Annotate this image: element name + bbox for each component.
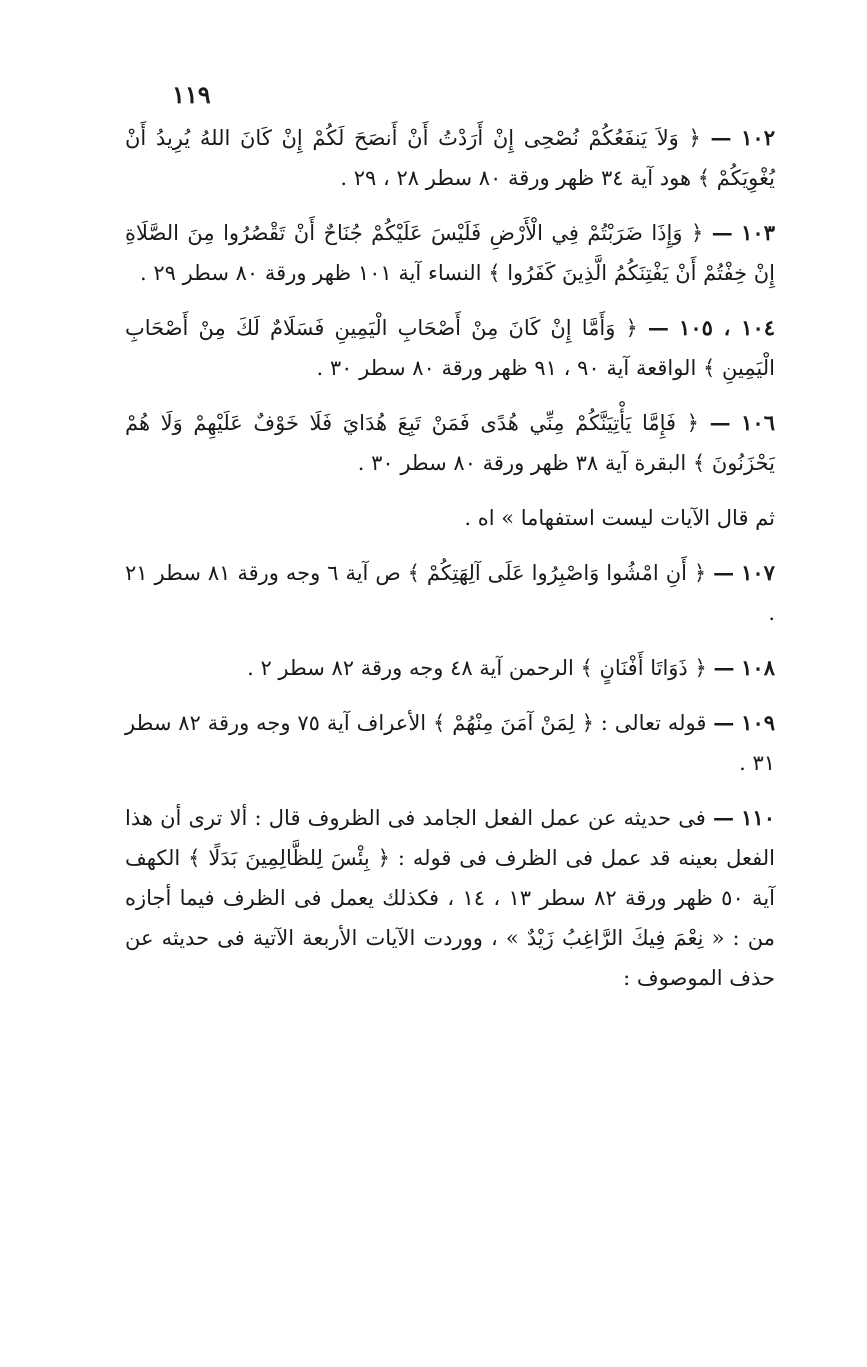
verse-reference: النساء آية ١٠١ ظهر ورقة ٨٠ سطر ٢٩ . xyxy=(139,261,482,285)
verse-reference: هود آية ٣٤ ظهر ورقة ٨٠ سطر ٢٨ ، ٢٩ . xyxy=(340,166,692,190)
entry-number: ١٠٦ xyxy=(741,410,775,435)
verse-reference: الواقعة آية ٩٠ ، ٩١ ظهر ورقة ٨٠ سطر ٣٠ . xyxy=(316,356,697,380)
verse-reference: الرحمن آية ٤٨ وجه ورقة ٨٢ سطر ٢ . xyxy=(247,656,574,680)
page-body xyxy=(125,118,813,1013)
quran-verse: ﴿ فَإِمَّا يَأْتِيَنَّكُمْ مِنِّي هُدًى فَمَنْ تَبِعَ هُدَايَ فَلَا خَوْفٌ عَلَيْهِمْ وَلَا هُمْ يَحْزَنُونَ ﴾ xyxy=(125,411,775,475)
quran-verse: ﴿ لِمَنْ آمَنَ مِنْهُمْ ﴾ xyxy=(433,711,594,735)
entry-text: ، ووردت الآيات الأربعة الآتية فى حديثه عن حذف الموصوف : xyxy=(125,926,775,990)
verse-reference: البقرة آية ٣٨ ظهر ورقة ٨٠ سطر ٣٠ . xyxy=(357,451,687,475)
entry-number: ١٠٢ xyxy=(741,125,775,150)
entry-dash: — xyxy=(713,655,735,680)
quran-verse: ﴿ وَإِذَا ضَرَبْتُمْ فِي الْأَرْضِ فَلَيْسَ عَلَيْكُمْ جُنَاحٌ أَنْ تَقْصُرُوا مِنَ الصَّلَاةِ إِنْ خِفْتُمْ أَنْ يَفْتِنَكُمُ الَّذِينَ كَفَرُوا ﴾ xyxy=(125,221,775,285)
entry-102 xyxy=(125,118,813,198)
entry-number: ١٠٨ xyxy=(741,655,775,680)
entry-text: الكهف آية ٥٠ ظهر ورقة ٨٢ سطر ١٣ ، ١٤ ، فكذلك يعمل فى الظرف فيما أجازه من : xyxy=(125,846,775,950)
entry-dash: — xyxy=(712,805,734,830)
note-line: ثم قال الآيات ليست استفهاما » اه . xyxy=(464,506,775,530)
entry-number: ١١٠ xyxy=(741,805,775,830)
entry-number: ١٠٩ xyxy=(741,710,776,735)
entry-number: ١٠٤ ، ١٠٥ xyxy=(679,315,776,340)
entry-dash: — xyxy=(647,315,669,340)
entry-109 xyxy=(125,703,813,783)
entry-106 xyxy=(125,403,813,483)
entry-108 xyxy=(125,648,813,688)
page-number: ١١٩ xyxy=(172,80,211,109)
entry-text: فى حديثه عن عمل الفعل الجامد فى الظروف قال : ألا ترى أن هذا الفعل بعينه قد عمل فى الظرف فى قوله : xyxy=(125,806,775,870)
entry-104-105 xyxy=(125,308,813,388)
entry-107 xyxy=(125,553,813,633)
entry-dash: — xyxy=(713,710,735,735)
quran-verse: ﴿ وَلاَ يَنفَعُكُمْ نُصْحِى إِنْ أَرَدْتُ أَنْ أَنصَحَ لَكُمْ إِنْ كَانَ اللهُ يُرِيدُ أَنْ يُغْوِيَكُمْ ﴾ xyxy=(125,126,775,190)
quran-verse: ﴿ وَأَمَّا إِنْ كَانَ مِنْ أَصْحَابِ الْيَمِينِ فَسَلَامٌ لَكَ مِنْ أَصْحَابِ الْيَمِينِ ﴾ xyxy=(125,316,775,380)
entry-number: ١٠٣ xyxy=(741,220,775,245)
entry-dash: — xyxy=(713,560,735,585)
quran-verse: ﴿ ذَوَاتَا أَفْنَانٍ ﴾ xyxy=(580,656,707,680)
entry-dash: — xyxy=(709,410,731,435)
entry-dash: — xyxy=(711,220,733,245)
entry-103 xyxy=(125,213,813,293)
verse-reference: الأعراف آية ٧٥ وجه ورقة ٨٢ سطر ٣١ . xyxy=(125,711,775,775)
entry-intro: قوله تعالى : xyxy=(600,711,707,735)
entry-number: ١٠٧ xyxy=(741,560,775,585)
entry-110 xyxy=(125,798,813,998)
quran-verse: ﴿ بِئْسَ لِلظَّالِمِينَ بَدَلًا ﴾ xyxy=(188,846,390,870)
verse-reference: ص آية ٦ وجه ورقة ٨١ سطر ٢١ . xyxy=(125,561,775,625)
quoted-phrase: « نِعْمَ فِيكَ الرَّاغِبُ زَيْدٌ » xyxy=(505,926,725,950)
quran-verse: ﴿ أَنِ امْشُوا وَاصْبِرُوا عَلَى آلِهَتِكُمْ ﴾ xyxy=(407,561,707,585)
entry-dash: — xyxy=(710,125,732,150)
